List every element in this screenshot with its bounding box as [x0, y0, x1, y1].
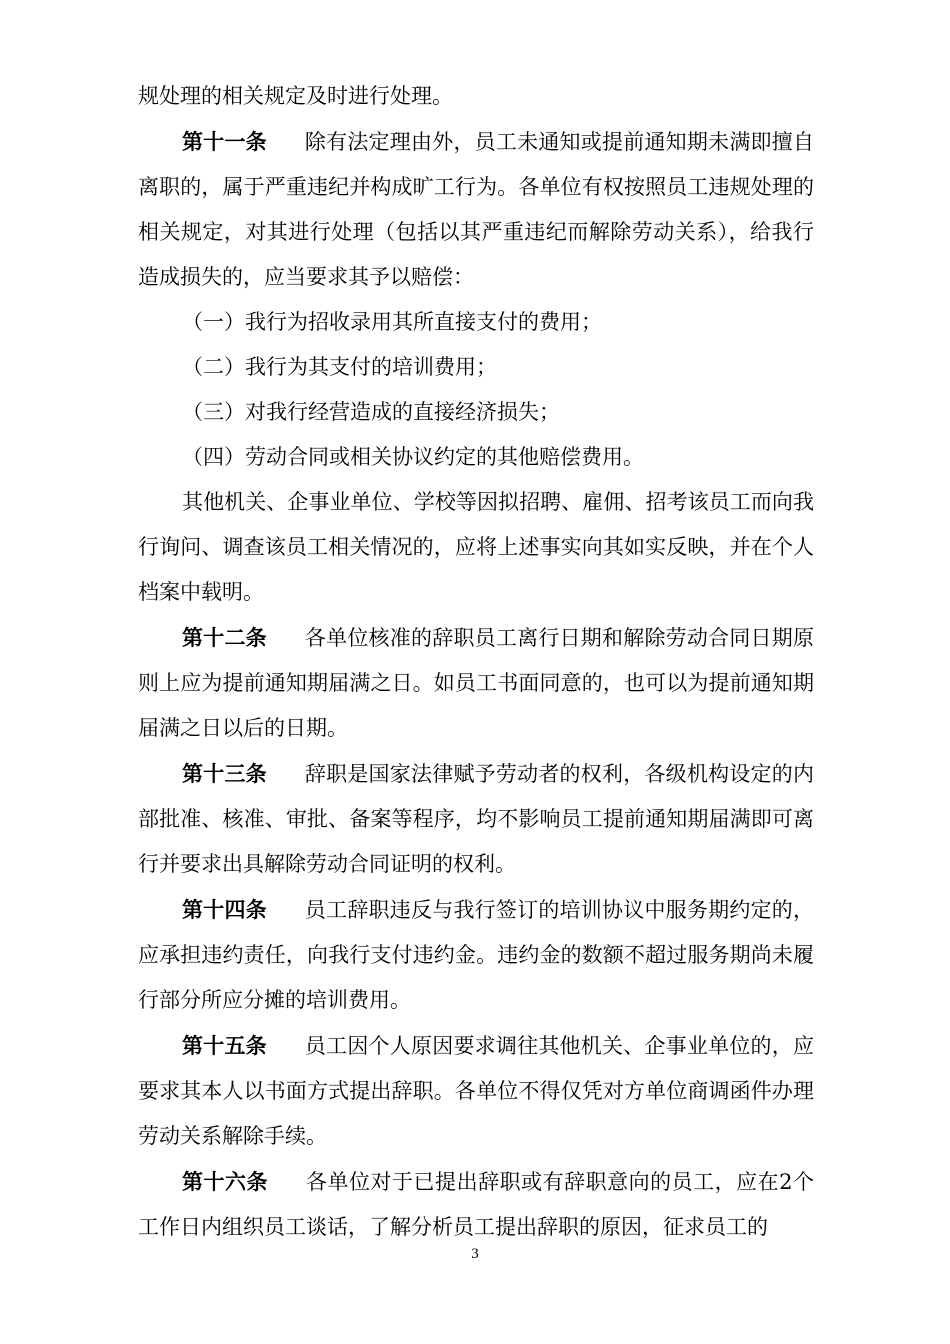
article-13-label: 第十三条 — [182, 761, 267, 786]
continuation-paragraph: 规处理的相关规定及时进行处理。 — [138, 84, 453, 108]
article-11-text: 除有法定理由外，员工未通知或提前通知期未满即擅自离职的，属于严重违纪并构成旷工行为。各单位有权按照员工违规处理的相关规定，对其进行处理（包括以其严重违纪而解除劳动关系），给我行造成损失的，应当要求其予以赔偿： — [138, 130, 814, 289]
article-11-label: 第十一条 — [182, 129, 267, 154]
article-16-label: 第十六条 — [182, 1169, 269, 1194]
article-12 — [138, 615, 814, 751]
list-item-1: （一）我行为招收录用其所直接支付的费用； — [182, 310, 602, 334]
article-13 — [138, 751, 814, 887]
article-15-label: 第十五条 — [182, 1033, 267, 1058]
article-14-label: 第十四条 — [182, 897, 267, 922]
article-15 — [138, 1023, 814, 1159]
article-12-text: 各单位核准的辞职员工离行日期和解除劳动合同日期原则上应为提前通知期届满之日。如员工书面同意的，也可以为提前通知期届满之日以后的日期。 — [138, 626, 814, 740]
article-11 — [138, 119, 814, 300]
article-14 — [138, 887, 814, 1023]
article-15-text: 员工因个人原因要求调往其他机关、企事业单位的，应要求其本人以书面方式提出辞职。各单位不得仅凭对方单位商调函件办理劳动关系解除手续。 — [138, 1034, 814, 1148]
article-12-label: 第十二条 — [182, 625, 267, 650]
article-13-text: 辞职是国家法律赋予劳动者的权利，各级机构设定的内部批准、核准、审批、备案等程序，均不影响员工提前通知期届满即可离行并要求出具解除劳动合同证明的权利。 — [138, 762, 814, 876]
inquiry-paragraph: 其他机关、企事业单位、学校等因拟招聘、雇佣、招考该员工而向我行询问、调查该员工相关情况的，应将上述事实向其如实反映，并在个人档案中载明。 — [138, 490, 814, 604]
list-item-2: （二）我行为其支付的培训费用； — [182, 355, 497, 379]
document-body — [138, 74, 814, 1250]
article-16-text: 各单位对于已提出辞职或有辞职意向的员工，应在2个工作日内组织员工谈话，了解分析员工提出辞职的原因，征求员工的 — [138, 1170, 815, 1239]
list-item-3: （三）对我行经营造成的直接经济损失； — [182, 400, 560, 424]
list-item-4: （四）劳动合同或相关协议约定的其他赔偿费用。 — [182, 445, 644, 469]
article-14-text: 员工辞职违反与我行签订的培训协议中服务期约定的，应承担违约责任，向我行支付违约金。违约金的数额不超过服务期尚未履行部分所应分摊的培训费用。 — [138, 898, 814, 1012]
page-number: 3 — [471, 1246, 479, 1262]
article-16 — [138, 1159, 814, 1250]
